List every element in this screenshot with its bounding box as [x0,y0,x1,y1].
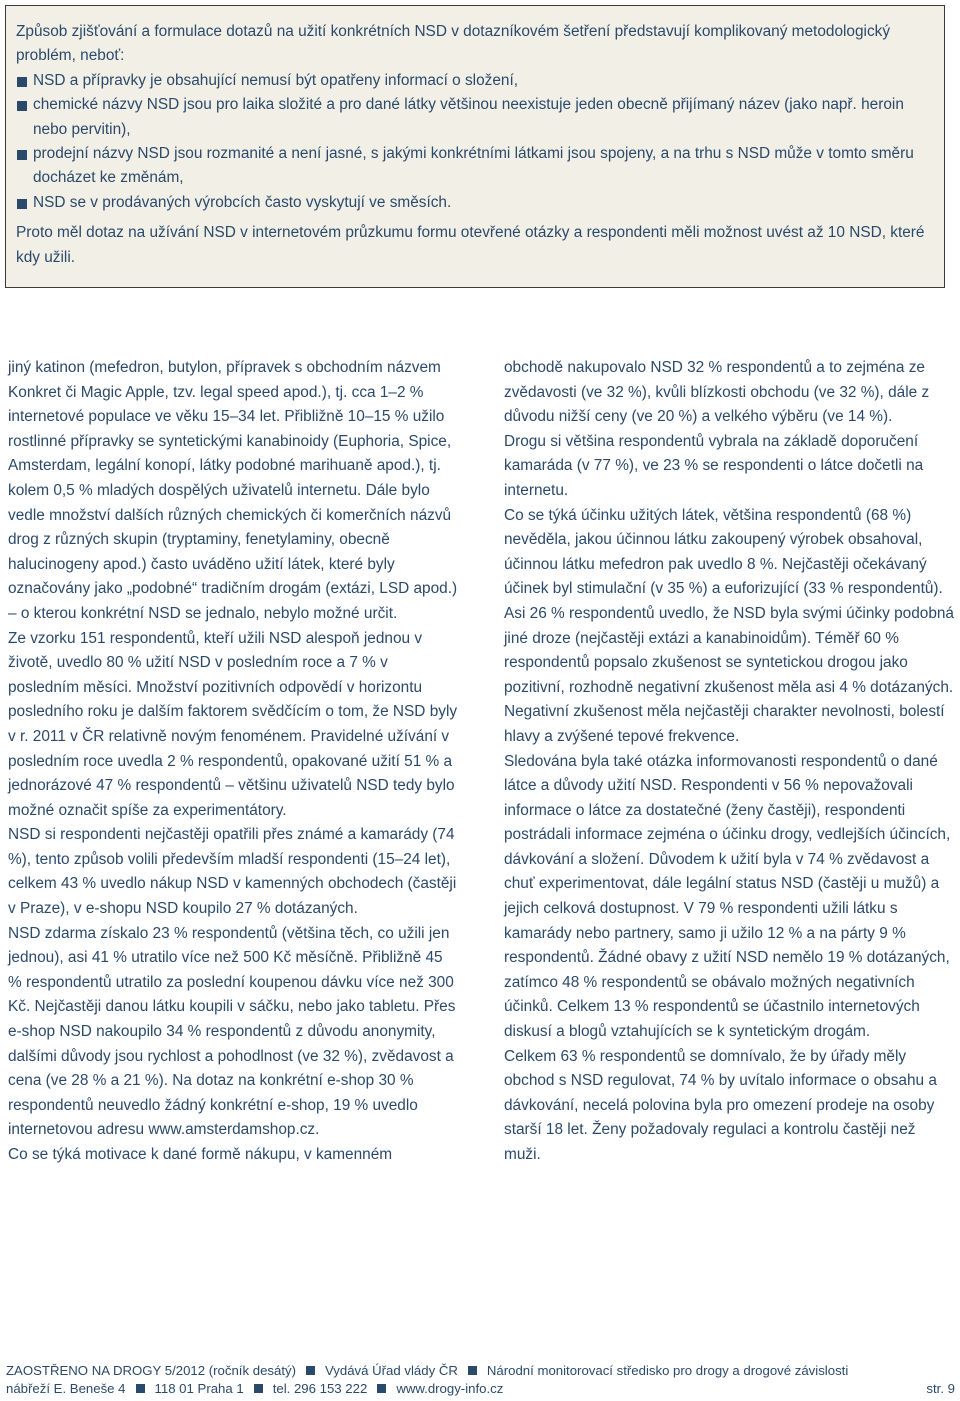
box-intro: Způsob zjišťování a formulace dotazů na užití konkrétních NSD v dotazníkovém šetření představují komplikovaný metodologický problém, neboť: [16,23,891,65]
square-bullet-icon [468,1366,477,1375]
square-bullet-icon [136,1384,145,1393]
paragraph: NSD zdarma získalo 23 % respondentů (většina těch, co užili jen jednou), asi 41 % utratilo více než 500 Kč měsíčně. Přibližně 45 % respondentů utratilo za poslední koupenou dávku více než 300 Kč. Nejčastěji danou látku koupili v sáčku, nebo jako tabletu. Přes e-shop NSD nakoupilo 34 % respondentů z důvodu anonymity, dalšími důvody jsou rychlost a pohodlnost (ve 32 %), zvědavost a cena (ve 28 % a 21 %). Na dotaz na konkrétní e-shop 30 % respondentů neuvedlo žádný konkrétní e-shop, 19 % uvedlo internetovou adresu www.amsterdamshop.cz. [8,924,456,1139]
page-number: str. 9 [926,1381,955,1396]
paragraph: Drogu si většina respondentů vybrala na základě doporučení kamaráda (v 77 %), ve 23 % se respondenti o látce dočetli na internetu. [504,432,924,499]
box-bullet: prodejní názvy NSD jsou rozmanité a není jasné, s jakými konkrétními látkami jsou spojeny, a na trhu s NSD může v tomto směru docházet ke změnám, [16,142,934,191]
box-bullet: NSD a přípravky je obsahující nemusí být opatřeny informací o složení, [16,69,934,93]
square-bullet-icon [306,1366,315,1375]
square-bullet-icon [254,1384,263,1393]
footer-street: nábřeží E. Beneše 4 [6,1381,126,1396]
info-box [5,5,945,288]
footer-center: Národní monitorovací středisko pro drogy a drogové závislosti [486,1363,849,1378]
footer-web[interactable]: www.drogy-info.cz [396,1381,504,1396]
footer-journal: ZAOSTŘENO NA DROGY 5/2012 (ročník desátý) [6,1363,296,1378]
footer-phone: tel. 296 153 222 [272,1381,368,1396]
paragraph: Sledována byla také otázka informovanosti respondentů o dané látce a důvody užití NSD. Respondenti v 56 % nepovažovali informace o látce za dostatečné (ženy častěji), respondenti postrádali informace zejména o účinku drogy, vedlejších účincích, dávkování a složení. Důvodem k užití byla v 74 % zvědavost a chuť experimentovat, dále legální status NSD (častěji u mužů) a jejich celková dostupnost. V 79 % respondenti užili látku s kamarády nebo partnery, samo ji užilo 12 % a na párty 9 % respondentů. Žádné obavy z užití NSD nemělo 19 % dotázaných, zatímco 48 % respondentů se obávalo možných negativních účinků. Celkem 13 % respondentů se účastnilo internetových diskusí a blogů vztahujících se k syntetickým drogám. [504,752,951,1041]
footer-line-1 [6,1362,955,1380]
paragraph: NSD si respondenti nejčastěji opatřili přes známé a kamarády (74 %), tento způsob volili především mladší respondenti (15–24 let), celkem 43 % uvedlo nákup NSD v kamenných obchodech (častěji v Praze), v e-shopu NSD koupilo 27 % dotázaných. [8,826,457,918]
box-closing: Proto měl dotaz na užívání NSD v internetovém průzkumu formu otevřené otázky a respondenti měli možnost uvést až 10 NSD, které kdy užili. [16,224,925,266]
footer-publisher: Vydává Úřad vlády ČR [324,1363,458,1378]
paragraph: jiný katinon (mefedron, butylon, přípravek s obchodním názvem Konkret či Magic Apple, tzv. legal speed apod.), tj. cca 1–2 % internetové populace ve věku 15–34 let. Přibližně 10–15 % užilo rostlinné přípravky se syntetickými kanabinoidy (Euphoria, Spice, Amsterdam, legální konopí, látky podobné marihuaně apod.), tj. kolem 0,5 % mladých dospělých uživatelů internetu. Dále bylo vedle množství dalších různých chemických či komerčních názvů drog z různých skupin (tryptaminy, fenetylaminy, obecně halucinogeny apod.) často uváděno užití látek, které byly označovány jako „podobné“ tradičním drogám (extázi, LSD apod.) – o kterou konkrétní NSD se jednalo, nebylo možné určit. [8,359,458,622]
square-bullet-icon [377,1384,386,1393]
paragraph: obchodě nakupovalo NSD 32 % respondentů a to zejména ze zvědavosti (ve 32 %), kvůli blízkosti obchodu (ve 32 %), dále z důvodu nižší ceny (ve 20 %) a velkého výběru (ve 14 %). [504,359,930,426]
paragraph: Ze vzorku 151 respondentů, kteří užili NSD alespoň jednou v životě, uvedlo 80 % užití NSD v posledním roce a 7 % v posledním měsíci. Množství pozitivních odpovědí v horizontu posledního roku je dalším faktorem svědčícím o tom, že NSD byly v r. 2011 v ČR relativně novým fenoménem. Pravidelné užívání v posledním roce uvedla 2 % respondentů, opakované užití 51 % a jednorázové 47 % respondentů – většinu uživatelů NSD tedy bylo možné označit spíše za experimentátory. [8,629,458,819]
paragraph: Celkem 63 % respondentů se domnívalo, že by úřady měly obchod s NSD regulovat, 74 % by uvítalo informace o obsahu a dávkování, necelá polovina byla pro omezení prodeje na osoby starší 18 let. Ženy požadovaly regulaci a kontrolu častěji než muži. [504,1047,937,1163]
box-bullet: NSD se v prodávaných výrobcích často vyskytují ve směsích. [16,191,934,215]
paragraph: Co se týká účinku užitých látek, většina respondentů (68 %) nevěděla, jakou účinnou látku zakoupený výrobek obsahoval, účinnou látku mefedron pak uvedlo 8 %. Nejčastěji očekávaný účinek byl stimulační (v 35 %) a euforizující (33 % respondentů). Asi 26 % respondentů uvedlo, že NSD byla svými účinky podobná jiné droze (nejčastěji extázi a kanabinoidům). Téměř 60 % respondentů popsalo zkušenost se syntetickou drogou jako pozitivní, rozhodně negativní zkušenost měla asi 4 % dotázaných. Negativní zkušenost měla nejčastěji charakter nevolnosti, bolestí hlavy a zvýšené tepové frekvence. [504,506,954,745]
box-bullet: chemické názvy NSD jsou pro laika složité a pro dané látky většinou neexistuje jeden obecně přijímaný název (jako např. heroin nebo pervitin), [16,93,934,142]
right-column [504,356,956,1168]
footer-line-2 [6,1380,955,1398]
footer-postcode: 118 01 Praha 1 [154,1381,244,1396]
paragraph: Co se týká motivace k dané formě nákupu, v kamenném [8,1146,393,1163]
left-column [8,356,460,1168]
